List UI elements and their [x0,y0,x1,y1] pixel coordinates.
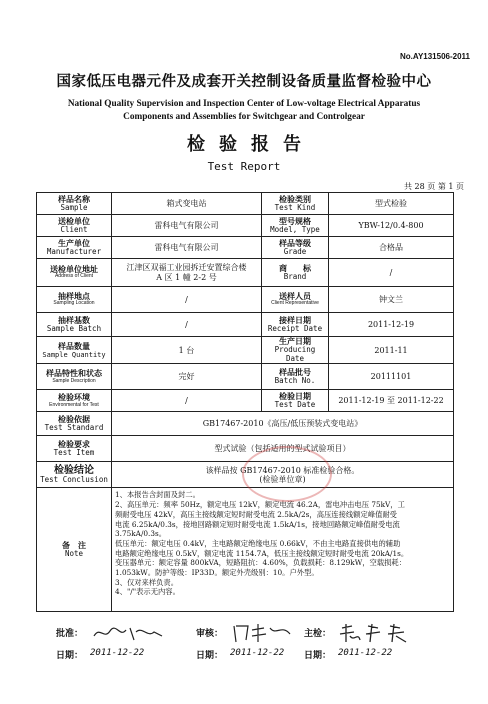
note-line: 3.75kA/0.3s。 [115,529,167,539]
sample-batch-value: / [112,313,262,337]
brand-label: 商 标 Brand [262,259,329,287]
producing-date-label: 生产日期 Producing Date [262,337,329,364]
table-row [37,462,454,488]
brand-value: / [329,259,454,287]
note-line: 电流 6.25kA/0.3s，接地回路额定短时耐受电流 1.5kA/1s，接地回路额定峰值耐受电流 [115,519,400,529]
manufacturer-value: 雷科电气有限公司 [112,237,262,259]
test-item-value: 型式试验（包括适用的型式试验项目） [112,436,454,462]
note-line: 3、仅对来样负责。 [115,577,179,587]
producing-date-value: 2011-11 [329,337,454,364]
table-row [37,488,454,612]
note-line: 2、高压单元：频率 50Hz，额定电压 12kV，额定电流 46.2A，雷电冲击电压 75kV，工 [115,500,405,510]
approver-label: 批准： [56,629,84,639]
grade-label: 样品等级 Grade [262,237,329,259]
examiner-date-label: 日期： [304,651,332,661]
page-count: 共 28 页 第 1 页 [404,182,464,191]
client-representative-value: 钟文兰 [329,287,454,313]
model-value: YBW-12/0.4-800 [329,215,454,237]
environmental-label: 检验环境 Environmental for Test [37,390,112,412]
reviewer-date-label: 日期： [196,651,224,661]
table-row [37,215,454,237]
note-line: 变压器单元：额定容量 800kVA，短路阻抗：4.60%，负载损耗：8.129kW，空载损耗： [115,558,407,568]
model-label: 型号规格 Model, Type [262,215,329,237]
table-row [37,337,454,364]
client-address-label: 送检单位地址 Address of Client [37,259,112,287]
sample-quantity-value: 1 台 [112,337,262,364]
sample-batch-label: 抽样基数 Sample Batch [37,313,112,337]
table-row [37,237,454,259]
approver-date: 2011-12-22 [90,648,145,658]
test-kind-label: 检验类别 Test Kind [262,193,329,215]
note-line: 4、"/"表示无内容。 [115,587,180,597]
notes-content [112,488,454,612]
test-kind-value: 型式检验 [329,193,454,215]
sample-description-value: 完好 [112,364,262,390]
signature-row [56,622,476,644]
table-row [37,412,454,436]
note-label: 备 注 Note [37,488,112,612]
sample-description-label: 样品特性和状态 Sample Description [37,364,112,390]
note-line: 低压单元：额定电压 0.4kV，主电路额定绝缘电压 0.66kV，不由主电路直接供电的辅助 [115,538,401,548]
reviewer-label: 审核： [196,629,224,639]
note-line: 1.053kW。防护等级：IP33D。额定外壳级别：10。户外型。 [115,568,319,578]
report-info-table [36,192,454,612]
reviewer-signature [230,622,300,644]
test-standard-value: GB17467-2010《高压/低压预装式变电站》 [112,412,454,436]
receipt-date-value: 2011-12-19 [329,313,454,337]
sample-label: 样品名称 Sample [37,193,112,215]
table-row [37,259,454,287]
signature-date-row [56,644,476,666]
note-line: 频耐受电压 42kV，高压主接线额定短时耐受电流 2.5kA/2s，高压连接线额定峰值耐受 [115,509,397,519]
test-conclusion-value: 该样品按 GB17467-2010 标准检验合格。 (检验单位章) [112,462,454,488]
test-date-label: 检验日期 Test Date [262,390,329,412]
test-date-value: 2011-12-19 至 2011-12-22 [329,390,454,412]
note-line: 1、本报告含封面及封二。 [115,490,200,500]
environmental-value: / [112,390,262,412]
client-representative-label: 送样人员 Client Representative [262,287,329,313]
client-value: 雷科电气有限公司 [112,215,262,237]
sampling-location-label: 抽样地点 Sampling Location [37,287,112,313]
table-row [37,364,454,390]
table-row [37,390,454,412]
table-row [37,287,454,313]
center-name-chinese: 国家低压电器元件及成套开关控制设备质量监督检验中心 [56,73,432,90]
examiner-date: 2011-12-22 [338,648,393,658]
batch-no-label: 样品批号 Batch No. [262,364,329,390]
batch-no-value: 20111101 [329,364,454,390]
grade-value: 合格品 [329,237,454,259]
test-standard-label: 检验依据 Test Standard [37,412,112,436]
client-address-value: 江津区双福工业园拆迁安置综合楼 A 区 1 幢 2-2 号 [112,259,262,287]
client-label: 送检单位 Client [37,215,112,237]
center-name-english-line2: Components and Assemblies for Switchgear and Controlgear [123,112,365,122]
report-number: No.AY131506-2011 [400,52,470,61]
report-title-english: Test Report [207,160,281,173]
test-conclusion-label: 检验结论 Test Conclusion [37,462,112,488]
table-row [37,436,454,462]
approver-date-label: 日期： [56,651,84,661]
test-item-label: 检验要求 Test Item [37,436,112,462]
sampling-location-value: / [112,287,262,313]
examiner-signature [338,622,428,644]
examiner-label: 主检： [304,629,332,639]
approver-signature [90,622,170,644]
receipt-date-label: 接样日期 Receipt Date [262,313,329,337]
report-title-chinese: 检验报告 [187,134,315,155]
manufacturer-label: 生产单位 Manufacturer [37,237,112,259]
note-line: 电路额定绝缘电压 0.5kV，额定电流 1154.7A，低压主接线额定短时耐受电流 20kA/1s。 [115,548,409,558]
center-name-english-line1: National Quality Supervision and Inspection Center of Low-voltage Electrical Apparatus [67,99,421,109]
sample-value: 箱式变电站 [112,193,262,215]
sample-quantity-label: 样品数量 Sample Quantity [37,337,112,364]
table-row [37,193,454,215]
table-row [37,313,454,337]
reviewer-date: 2011-12-22 [230,648,285,658]
